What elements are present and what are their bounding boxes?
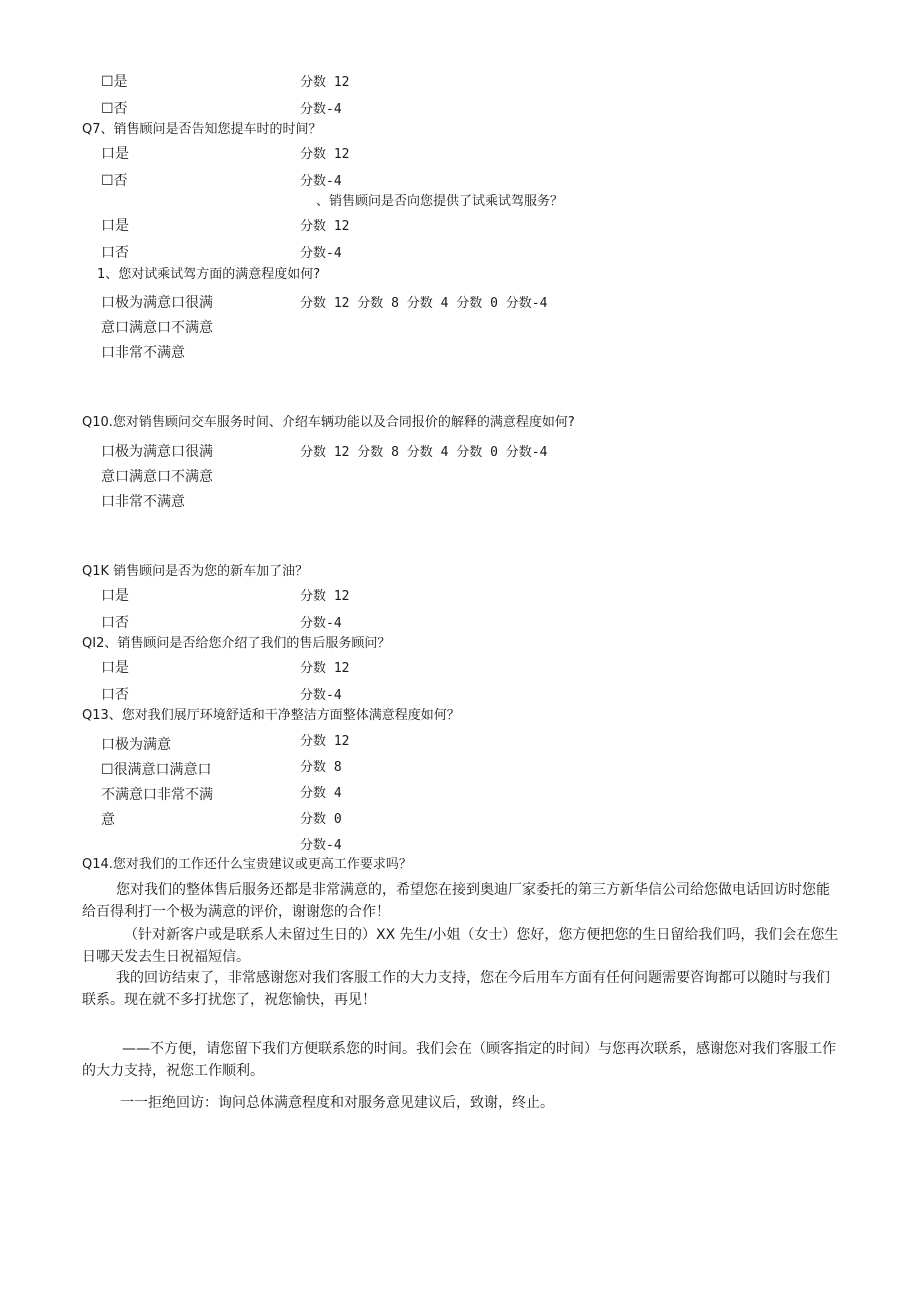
q9-options-line2: 意口满意口不满意 bbox=[101, 320, 213, 336]
q7-option-yes: 口是 bbox=[101, 146, 129, 162]
q10-options-line1: 口极为满意口很满 bbox=[101, 444, 213, 460]
q12-question: QI2、销售顾问是否给您介绍了我们的售后服务顾问？ bbox=[82, 636, 391, 651]
q13-score-8: 分数 8 bbox=[300, 760, 342, 775]
q6-score-yes: 分数 12 bbox=[300, 75, 350, 90]
q13-question: Q13、您对我们展厅环境舒适和干净整洁方面整体满意程度如何？ bbox=[82, 708, 460, 723]
inconvenient-text: 请您留下我们方便联系您的时间。我们会在（顾客指定的时间）与您再次联系，感谢您对我们客服工作的大力支持，祝您工作顺利。 bbox=[82, 1041, 836, 1079]
q13-options-line4: 意 bbox=[101, 812, 115, 828]
q12-option-no: 口否 bbox=[101, 687, 129, 703]
closing-paragraph-5 bbox=[82, 1092, 842, 1114]
q11-option-no: 口否 bbox=[101, 615, 129, 631]
q7-option-no: ☐否 bbox=[101, 173, 128, 189]
q7-question: Q7、销售顾问是否告知您提车时的时间？ bbox=[82, 122, 322, 137]
q14-question: Q14.您对我们的工作还什么宝贵建议或更高工作要求吗？ bbox=[82, 857, 412, 872]
q13-options-line1: 口极为满意 bbox=[101, 737, 171, 753]
q10-options-line3: 口非常不满意 bbox=[101, 494, 185, 510]
q8-option-yes: 口是 bbox=[101, 218, 129, 234]
q12-option-yes: 口是 bbox=[101, 660, 129, 676]
q8-option-no: 口否 bbox=[101, 245, 129, 261]
q10-options-line2: 意口满意口不满意 bbox=[101, 469, 213, 485]
inconvenient-label: ——不方便， bbox=[122, 1041, 206, 1057]
q9-question: 1、您对试乘试驾方面的满意程度如何? bbox=[97, 267, 321, 282]
q6-score-no: 分数-4 bbox=[300, 102, 342, 117]
q10-question: Q10.您对销售顾问交车服务时间、介绍车辆功能以及合同报价的解释的满意程度如何? bbox=[82, 415, 575, 430]
q7-score-no: 分数-4 bbox=[300, 174, 342, 189]
q7-score-yes: 分数 12 bbox=[300, 147, 350, 162]
q8-question: 、销售顾问是否向您提供了试乘试驾服务？ bbox=[316, 194, 564, 209]
q12-score-yes: 分数 12 bbox=[300, 661, 350, 676]
q10-scores: 分数 12 分数 8 分数 4 分数 0 分数-4 bbox=[300, 445, 548, 460]
closing-paragraph-3: 我的回访结束了，非常感谢您对我们客服工作的大力支持，您在今后用车方面有任何问题需要咨询都可以随时与我们联系。现在就不多打扰您了，祝您愉快，再见！ bbox=[82, 970, 830, 1008]
q13-options-line3: 不满意口非常不满 bbox=[101, 787, 213, 803]
q9-scores: 分数 12 分数 8 分数 4 分数 0 分数-4 bbox=[300, 296, 548, 311]
q11-question: Q1K 销售顾问是否为您的新车加了油？ bbox=[82, 564, 309, 579]
q13-score-0: 分数 0 bbox=[300, 812, 342, 827]
refusal-label: 一一拒绝回访： bbox=[120, 1095, 218, 1111]
q12-score-no: 分数-4 bbox=[300, 688, 342, 703]
q9-options-line3: 口非常不满意 bbox=[101, 345, 185, 361]
q11-score-no: 分数-4 bbox=[300, 616, 342, 631]
q13-score-neg4: 分数-4 bbox=[300, 838, 342, 853]
closing-paragraph-1: 您对我们的整体售后服务还都是非常满意的，希望您在接到奥迪厂家委托的第三方新华信公司给您做电话回访时您能给百得利打一个极为满意的评价，谢谢您的合作！ bbox=[82, 882, 830, 920]
q9-options-line1: 口极为满意口很满 bbox=[101, 295, 213, 311]
q8-score-yes: 分数 12 bbox=[300, 219, 350, 234]
closing-paragraph-2: （针对新客户或是联系人未留过生日的）XX 先生/小姐（女士）您好，您方便把您的生日留给我们吗，我们会在您生日哪天发去生日祝福短信。 bbox=[82, 927, 839, 965]
q11-score-yes: 分数 12 bbox=[300, 589, 350, 604]
q8-score-no: 分数-4 bbox=[300, 246, 342, 261]
closing-paragraph-4 bbox=[82, 1038, 842, 1082]
q6-option-no: ☐否 bbox=[101, 101, 128, 117]
q13-score-4: 分数 4 bbox=[300, 786, 342, 801]
q6-option-yes: ☐是 bbox=[101, 74, 128, 90]
q13-options-line2: ☐很满意口满意口 bbox=[101, 762, 212, 778]
q13-score-12: 分数 12 bbox=[300, 734, 350, 749]
q11-option-yes: 口是 bbox=[101, 588, 129, 604]
refusal-text: 询问总体满意程度和对服务意见建议后，致谢，终止。 bbox=[218, 1095, 554, 1111]
